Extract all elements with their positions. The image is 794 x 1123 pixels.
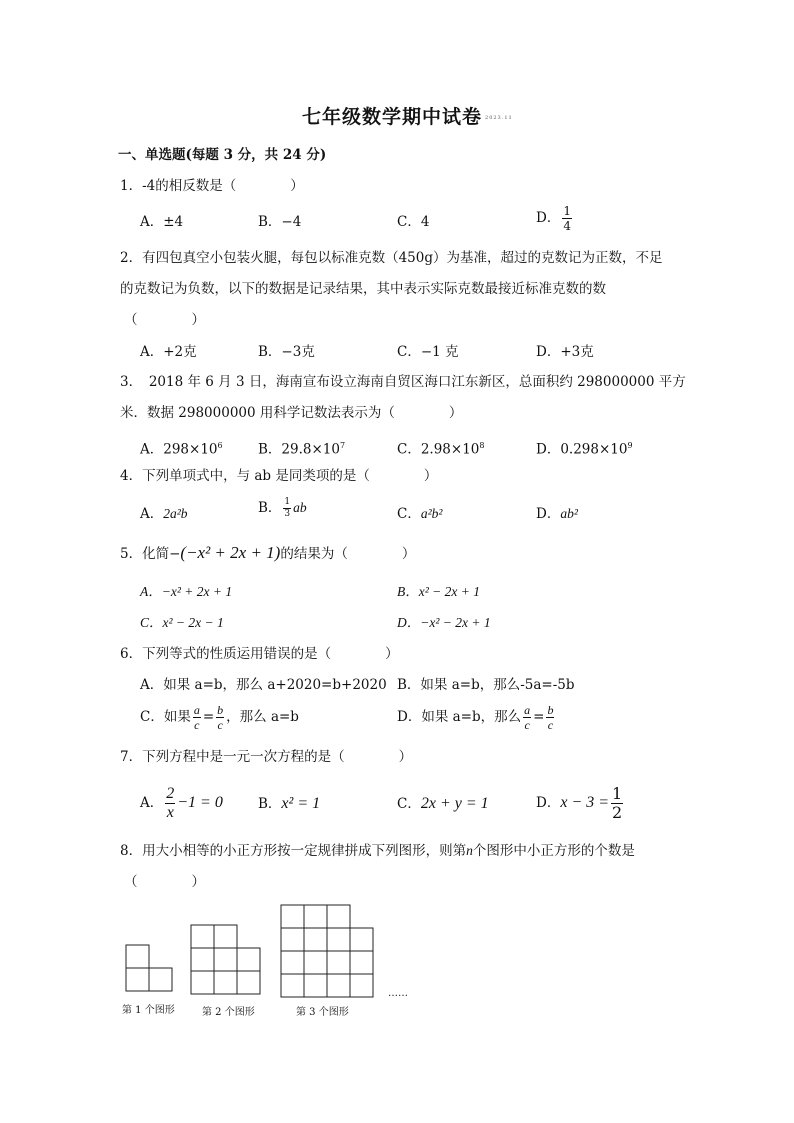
q3-line2: 米．数据 298000000 用科学记数法表示为（ ） xyxy=(120,405,463,421)
q4-stem: 4．下列单项式中，与 ab 是同类项的是（ ） xyxy=(120,468,438,484)
q3-option-d[interactable]: D．$0.298\times 10^9$ xyxy=(536,441,633,458)
q1-option-a[interactable]: A．±4 xyxy=(140,214,184,230)
q2-option-c[interactable]: C．−1 克 xyxy=(397,344,459,360)
q5-option-b[interactable]: B．x² − 2x + 1 xyxy=(397,584,480,599)
figure-2-grid xyxy=(191,925,260,994)
figure-2-caption: 第 2 个图形 xyxy=(202,1007,255,1018)
figure-3-grid xyxy=(281,905,373,997)
q4-option-a[interactable]: A．2a²b xyxy=(140,506,188,522)
q3-option-a[interactable]: A．$298\times 10^6$ xyxy=(140,441,223,458)
q4-option-d[interactable]: D．ab² xyxy=(536,506,578,522)
figure-1-caption: 第 1 个图形 xyxy=(122,1005,175,1016)
q7-option-a[interactable]: A． $\frac{2}{x}$ −1 = 0 xyxy=(140,785,223,821)
title-date: 2023.11 xyxy=(485,115,513,121)
figure-3-caption: 第 3 个图形 xyxy=(296,1007,349,1018)
title-text: 七年级数学期中试卷 xyxy=(302,106,483,128)
q6-option-d[interactable]: D．如果 a=b，那么 $\frac{a}{c}$ = $\frac{b}{c}$ xyxy=(397,703,554,732)
q5-option-d[interactable]: D．−x² − 2x + 1 xyxy=(397,615,491,630)
section-heading: 一、单选题(每题 3 分，共 24 分) xyxy=(118,147,327,163)
q2-option-a[interactable]: A．+2克 xyxy=(140,344,197,360)
q5-option-c[interactable]: C．x² − 2x − 1 xyxy=(140,615,224,630)
q2-line2: 的克数记为负数，以下的数据是记录结果，其中表示实际克数最接近标准克数的数 xyxy=(120,281,606,297)
q7-option-b[interactable]: B．x² = 1 xyxy=(258,795,321,812)
q1-option-c[interactable]: C．4 xyxy=(397,214,430,230)
q2-option-d[interactable]: D．+3克 xyxy=(536,344,594,360)
q7-option-d[interactable]: D．x − 3 = $\frac{1}{2}$ xyxy=(536,784,623,822)
figure-1-grid xyxy=(126,945,172,991)
q1-option-b[interactable]: B．−4 xyxy=(258,214,302,230)
q8-line2: （ ） xyxy=(124,874,205,890)
q1-d-fraction: $\frac{1}{4}$ xyxy=(563,204,571,233)
q2-line3: （ ） xyxy=(124,312,205,328)
figure-ellipsis: …… xyxy=(388,988,408,999)
q2-option-b[interactable]: B．−3克 xyxy=(258,344,315,360)
q5-option-a[interactable]: A．−x² + 2x + 1 xyxy=(140,584,233,599)
q3-option-c[interactable]: C．$2.98\times 10^8$ xyxy=(397,441,485,458)
q4-option-c[interactable]: C．a²b² xyxy=(397,506,443,522)
q8-line1: 8．用大小相等的小正方形按一定规律拼成下列图形，则第n个图形中小正方形的个数是 xyxy=(120,843,635,859)
q3-option-b[interactable]: B．$29.8\times 10^7$ xyxy=(258,441,346,458)
q4-option-b[interactable]: B． $\frac{1}{3}$ ab xyxy=(258,497,307,519)
q7-option-c[interactable]: C．2x + y = 1 xyxy=(397,795,489,812)
q6-stem: 6．下列等式的性质运用错误的是（ ） xyxy=(120,646,399,662)
q1-stem: 1．-4的相反数是（ ） xyxy=(120,178,304,194)
q6-option-a[interactable]: A．如果 a=b，那么 a+2020=b+2020 xyxy=(140,677,387,693)
q6-option-c[interactable]: C．如果 $\frac{a}{c}$ = $\frac{b}{c}$ ，那么 a=b xyxy=(140,703,299,732)
q6-option-b[interactable]: B．如果 a=b，那么-5a=-5b xyxy=(397,677,575,693)
q1-d-label: D． xyxy=(536,210,561,226)
q3-line1: 3． 2018 年 6 月 3 日，海南宣布设立海南自贸区海口江东新区，总面积约 298000000 平方 xyxy=(120,374,686,390)
q2-line1: 2．有四包真空小包装火腿，每包以标准克数（450g）为基准，超过的克数记为正数，不足 xyxy=(120,250,663,266)
q7-stem: 7．下列方程中是一元一次方程的是（ ） xyxy=(120,749,413,765)
q5-stem: 5．化简−(−x² + 2x + 1)的结果为（ ） xyxy=(120,543,416,562)
